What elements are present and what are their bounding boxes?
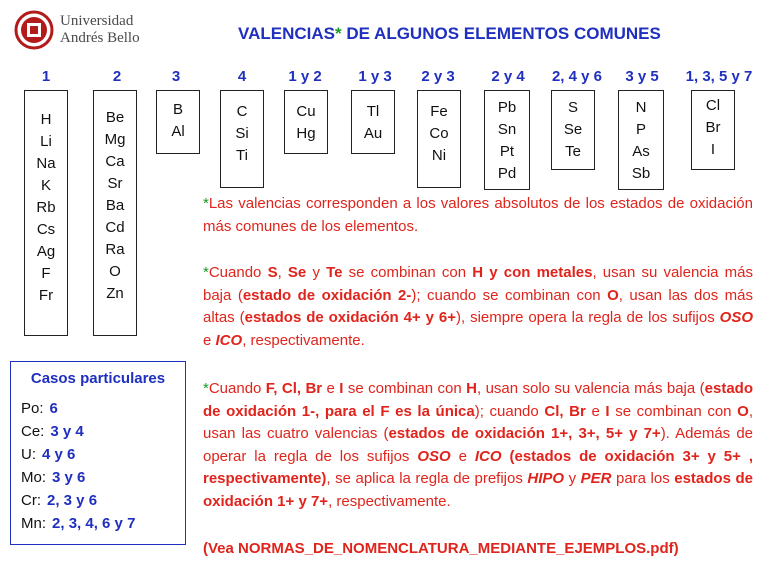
element: Fe: [430, 103, 448, 120]
casos-element: Po:: [21, 400, 44, 417]
university-seal-icon: [14, 10, 54, 50]
col-head-8: 2 y 4: [491, 68, 525, 85]
text: ICO: [215, 331, 243, 349]
text: O: [737, 402, 749, 420]
element: As: [632, 143, 650, 160]
casos-value: 2, 3, 4, 6 y 7: [52, 515, 136, 532]
element: Zn: [106, 285, 124, 302]
text: e: [450, 447, 475, 465]
element: O: [109, 263, 121, 280]
note-valencias: [203, 193, 753, 238]
element: Li: [40, 133, 52, 150]
casos-value: 2, 3 y 6: [47, 492, 98, 509]
logo-line2: Andrés Bello: [60, 30, 140, 46]
element: Sn: [497, 121, 517, 138]
text: ,: [277, 264, 288, 281]
note-s-se-te: [203, 262, 753, 352]
text: Cuando: [208, 264, 268, 281]
text: , usan las cuatro valencias (: [203, 402, 753, 442]
element: Al: [171, 123, 185, 140]
element: Sr: [107, 175, 123, 192]
text: OSO: [417, 447, 451, 465]
element: C: [236, 103, 248, 120]
text: PER: [580, 470, 612, 487]
element: Si: [235, 125, 249, 142]
title-star: *: [334, 24, 342, 43]
valence-box-3: [156, 90, 200, 154]
text: ICO: [474, 447, 502, 465]
valence-box-4: [220, 90, 264, 188]
text: se combinan con: [609, 402, 738, 420]
text: H y con metales: [472, 264, 593, 281]
element: Ca: [105, 153, 125, 170]
text: e: [585, 402, 606, 420]
element: Pb: [497, 99, 517, 116]
element: N: [635, 99, 647, 116]
casos-row: [21, 492, 97, 509]
text: estados de oxidación 4+ y 6+: [244, 309, 456, 326]
text: estado de oxidación 1-, para el F es la única: [203, 380, 753, 420]
element: Au: [363, 125, 383, 142]
text: , respectivamente.: [242, 331, 365, 349]
casos-element: Ce:: [21, 423, 45, 440]
col-head-6: 1 y 3: [358, 68, 392, 85]
casos-row: [21, 469, 85, 486]
text: para los: [611, 470, 675, 487]
element: F: [41, 265, 51, 282]
casos-value: 4 y 6: [42, 446, 76, 463]
text: se combinan con: [343, 380, 467, 397]
element: Rb: [36, 199, 56, 216]
text: Se: [287, 264, 307, 281]
text: [502, 448, 510, 465]
element: B: [172, 101, 183, 118]
university-logo: [14, 8, 154, 58]
casos-row: [21, 446, 75, 463]
element: K: [40, 177, 51, 194]
text: I: [605, 402, 610, 420]
col-head-9: 2, 4 y 6: [551, 68, 603, 85]
text: Te: [326, 264, 343, 281]
element: Mg: [104, 131, 126, 148]
col-head-2: 2: [112, 68, 122, 85]
reference-note: (Vea NORMAS_DE_NOMENCLATURA_MEDIANTE_EJEMPLOS.pdf): [203, 540, 679, 557]
element: S: [567, 99, 578, 116]
casos-value: 6: [49, 400, 58, 417]
text: ). Además de operar la regla de los sufijos: [203, 425, 753, 465]
text: se combinan con: [342, 264, 473, 281]
element: H: [40, 111, 52, 128]
casos-element: Mn:: [21, 515, 47, 532]
col-head-7: 2 y 3: [421, 68, 455, 85]
casos-row: [21, 515, 135, 532]
text: e: [203, 331, 216, 349]
casos-element: Mo:: [21, 469, 47, 486]
text: estados de oxidación 1+ y 7+: [203, 470, 753, 510]
note-text: Las valencias corresponden a los valores absolutos de los estados de oxidación más comunes de los elementos.: [203, 195, 753, 235]
element: Sb: [631, 165, 651, 182]
logo-line1: Universidad: [60, 13, 134, 29]
text: , usan su valencia más baja (: [203, 264, 753, 304]
col-head-11: 1, 3, 5 y 7: [685, 68, 753, 85]
element: I: [710, 141, 716, 158]
text: y: [564, 470, 581, 487]
text: estados de oxidación 1+, 3+, 5+ y 7+: [388, 425, 661, 442]
casos-row: [21, 400, 58, 417]
text: y: [306, 264, 327, 281]
element: Cd: [105, 219, 125, 236]
text: HIPO: [527, 470, 565, 487]
element: Fr: [38, 287, 54, 304]
text: Cl, Br: [544, 402, 586, 420]
text: e: [322, 380, 340, 397]
element: Pd: [497, 165, 517, 182]
element: Se: [563, 121, 583, 138]
element: Be: [105, 109, 125, 126]
valence-box-2: [93, 90, 137, 336]
element: Cl: [705, 97, 721, 114]
text: estado de oxidación 2-: [242, 286, 412, 304]
valence-box-5: [284, 90, 328, 154]
text: F, Cl, Br: [265, 380, 323, 397]
valence-box-9: [551, 90, 595, 170]
element: P: [635, 121, 646, 138]
title-main: VALENCIAS: [238, 24, 335, 43]
title-rest: DE ALGUNOS ELEMENTOS COMUNES: [341, 24, 661, 43]
valence-box-6: [351, 90, 395, 154]
valence-box-10: [618, 90, 664, 190]
text: , usan solo su valencia más baja (: [477, 380, 705, 397]
text: O: [607, 286, 619, 304]
casos-title: Casos particulares: [30, 370, 166, 387]
note-star: *: [203, 264, 209, 281]
casos-value: 3 y 4: [50, 423, 84, 440]
casos-row: [21, 423, 84, 440]
valence-box-8: [484, 90, 530, 190]
element: Ti: [236, 147, 248, 164]
element: Br: [705, 119, 721, 136]
element: Cs: [36, 221, 56, 238]
text: ); cuando se combinan con: [411, 286, 608, 304]
valence-box-1: [24, 90, 68, 336]
col-head-1: 1: [41, 68, 51, 85]
col-head-4: 4: [237, 68, 247, 85]
casos-value: 3 y 6: [52, 469, 86, 486]
note-star: *: [203, 380, 209, 397]
logo-text: [60, 13, 140, 47]
text: I: [339, 380, 344, 397]
text: ), siempre opera la regla de los sufijos: [455, 309, 720, 326]
casos-element: Cr:: [21, 492, 41, 509]
col-head-10: 3 y 5: [625, 68, 659, 85]
valence-box-7: [417, 90, 461, 188]
note-star: *: [203, 195, 209, 212]
element: Ba: [105, 197, 125, 214]
page-title: [238, 24, 661, 44]
casos-element: U:: [21, 446, 36, 463]
text: ); cuando: [474, 402, 545, 420]
element: Hg: [296, 125, 316, 142]
text: H: [466, 380, 477, 397]
casos-particulares-box: [10, 361, 186, 545]
element: Co: [429, 125, 449, 142]
text: , usan las dos más altas (: [203, 286, 753, 326]
note-halogens: [203, 378, 753, 513]
text: , respectivamente.: [328, 492, 451, 510]
element: Na: [36, 155, 56, 172]
element: Cu: [296, 103, 316, 120]
valence-box-11: [691, 90, 735, 170]
element: Ra: [105, 241, 125, 258]
element: Pt: [499, 143, 515, 160]
element: Ni: [431, 147, 447, 164]
col-head-5: 1 y 2: [288, 68, 322, 85]
text: (estados de oxidación 3+ y 5+ , respectivamente): [203, 447, 753, 487]
text: , se aplica la regla de prefijos: [326, 470, 528, 487]
col-head-3: 3: [171, 68, 181, 85]
text: S: [267, 264, 278, 281]
element: Ag: [36, 243, 56, 260]
element: Tl: [366, 103, 380, 120]
element: Te: [565, 143, 581, 160]
text: OSO: [719, 309, 753, 326]
text: Cuando: [208, 380, 266, 397]
